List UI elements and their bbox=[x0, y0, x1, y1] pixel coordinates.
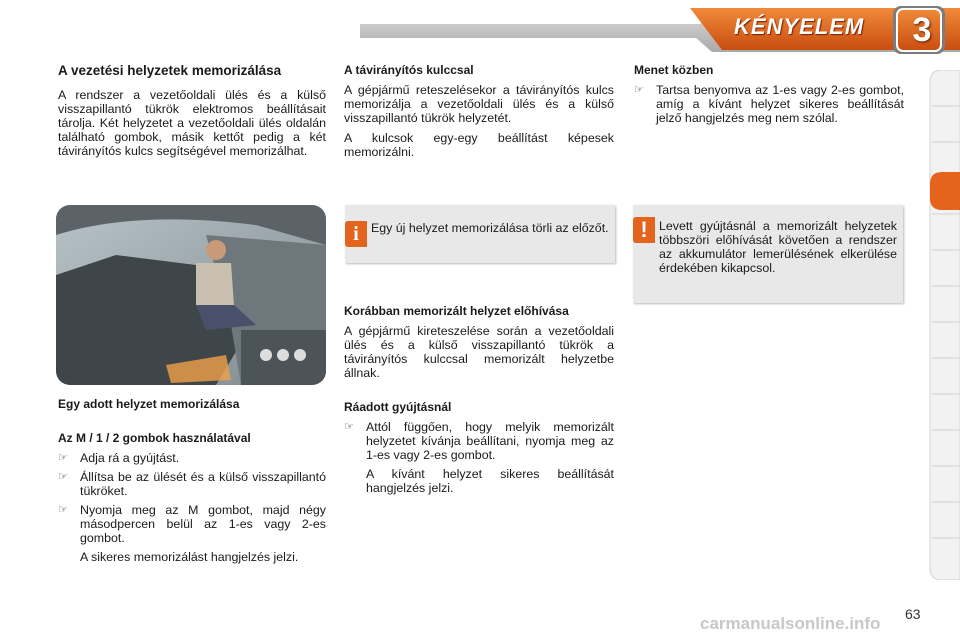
list-item: ☞ Állítsa be az ülését és a külső visszapillantó tükröket. bbox=[58, 470, 326, 498]
info-note-text: Egy új helyzet memorizálása törli az előzőt. bbox=[371, 221, 609, 235]
column-middle bbox=[344, 63, 614, 165]
remote-key-paragraph-2: A kulcsok egy-egy beállítást képesek memorizálni. bbox=[344, 131, 614, 159]
memorize-heading: Egy adott helyzet memorizálása bbox=[58, 397, 240, 411]
pointing-hand-icon: ☞ bbox=[634, 84, 644, 96]
driving-heading: Menet közben bbox=[634, 63, 714, 77]
list-item: ☞ Nyomja meg az M gombot, majd négy másodpercen belül az 1-es vagy 2-es gombot. bbox=[58, 503, 326, 545]
driver-seat-photo bbox=[56, 205, 326, 385]
intro-paragraph: A rendszer a vezetőoldali ülés és a külső visszapillantó tükrök elektromos beállításait tárolja. Két helyzetet a vezetőoldali ülés oldalán található gombok, másik kettőt pedig a két távirányítós kulcs segítségével memorizálhat. bbox=[58, 88, 326, 158]
info-note bbox=[345, 205, 615, 263]
pointing-hand-icon: ☞ bbox=[344, 421, 354, 433]
warning-note bbox=[633, 205, 903, 303]
recall-paragraph: A gépjármű kireteszelése során a vezetőoldali ülés és a külső visszapillantó tükrök a távirányítós kulccsal memorizált helyzetbe állnak. bbox=[344, 324, 614, 380]
confirmation-text: A sikeres memorizálást hangjelzés jelzi. bbox=[80, 550, 299, 564]
list-item: ☞ Adja rá a gyújtást. bbox=[58, 451, 180, 465]
pointing-hand-icon: ☞ bbox=[58, 471, 68, 483]
column-middle-lower bbox=[344, 304, 614, 501]
remote-key-heading: A távirányítós kulccsal bbox=[344, 63, 474, 77]
info-icon: i bbox=[345, 221, 367, 247]
chapter-header bbox=[0, 0, 960, 58]
column-left-lower bbox=[58, 397, 326, 570]
page-number: 63 bbox=[905, 606, 921, 622]
list-item: ☞ Tartsa benyomva az 1-es vagy 2-es gombot, amíg a kívánt helyzet sikeres beállítását jelző hangjelzés meg nem szólal. bbox=[634, 83, 904, 125]
watermark: carmanualsonline.info bbox=[700, 614, 881, 633]
chapter-tabs bbox=[928, 70, 960, 580]
pointing-hand-icon: ☞ bbox=[58, 504, 68, 516]
warning-note-text: Levett gyújtásnál a memorizált helyzetek többszöri előhívását követően a rendszer az akkumulátor lemerülésének elkerülése érdekében kikapcsol. bbox=[659, 219, 897, 275]
list-item: ☞ Attól függően, hogy melyik memorizált helyzetet kívánja beállítani, nyomja meg az 1-es vagy 2-es gombot. bbox=[344, 420, 614, 462]
recall-heading: Korábban memorizált helyzet előhívása bbox=[344, 304, 569, 318]
ignition-heading: Ráadott gyújtásnál bbox=[344, 400, 452, 414]
ignition-confirmation: A kívánt helyzet sikeres beállítását hangjelzés jelzi. bbox=[366, 467, 614, 495]
buttons-subheading: Az M / 1 / 2 gombok használatával bbox=[58, 431, 251, 445]
column-left bbox=[58, 63, 326, 164]
remote-key-paragraph: A gépjármű reteszelésekor a távirányítós kulcs memorizálja a vezetőoldali ülés és a külső visszapillantó tükrök helyzetét. bbox=[344, 83, 614, 125]
chapter-title: KÉNYELEM bbox=[734, 14, 865, 39]
pointing-hand-icon: ☞ bbox=[58, 452, 68, 464]
column-right bbox=[634, 63, 904, 130]
section-heading: A vezetési helyzetek memorizálása bbox=[58, 63, 282, 78]
warning-icon: ! bbox=[633, 217, 655, 243]
chapter-number-badge: 3 bbox=[912, 11, 932, 49]
